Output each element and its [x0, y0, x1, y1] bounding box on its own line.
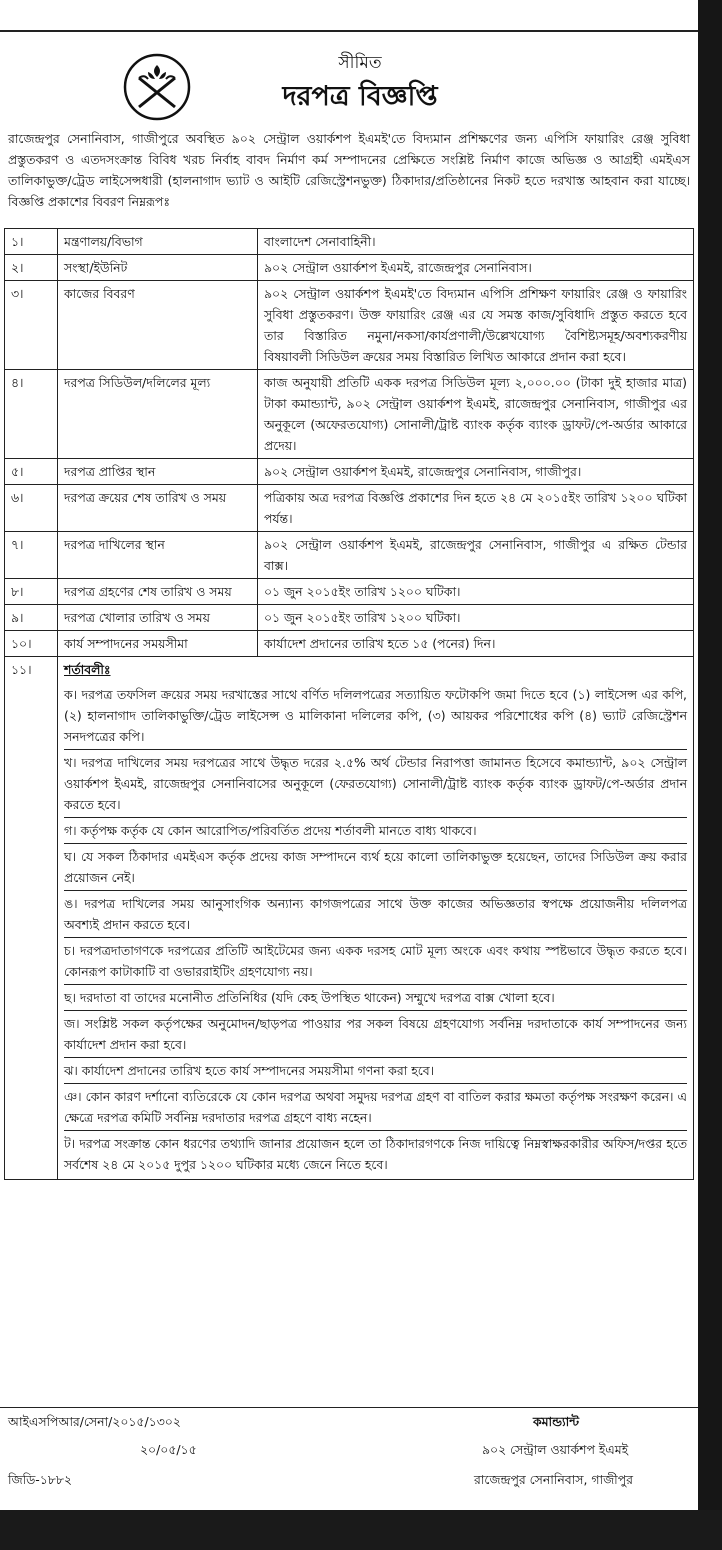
- row-value: ৯০২ সেন্ট্রাল ওয়ার্কশপ ইএমই'তে বিদ্যমান এপিসি প্রশিক্ষণ ফায়ারিং রেঞ্জ ও ফায়ারিং সুবিধা প্রস্তুতকরণ। উক্ত ফায়ারিং রেঞ্জ এর যে সমস্ত কাজ/সুবিধাদি প্রস্তুত করতে হবে তার বিস্তারিত নমুনা/নকসা/কার্যপ্রণালী/উল্লেখযোগ্য বৈশিষ্ট্যসমূহ/অবশ্যকরণীয় বিষয়াবলী সিডিউল ক্রয়ের সময় বিস্তারিত লিখিত আকারে প্রদান করা হবে।: [258, 281, 694, 370]
- term-item: খ। দরপত্র দাখিলের সময় দরপত্রের সাথে উদ্ধৃত দরের ২.৫% অর্থ টেন্ডার নিরাপত্তা জামানত হিসেবে কমান্ড্যান্ট, ৯০২ সেন্ট্রাল ওয়ার্কশপ ইএমই, রাজেন্দ্রপুর সেনানিবাসের অনুকূলে (ফেরতযোগ্য) সোনালী/ট্রাষ্ট ব্যাংক কর্তৃক ব্যাংক ড্রাফট/পে-অর্ডার প্রদান করতে হবে।: [64, 749, 687, 817]
- row-value: ৯০২ সেন্ট্রাল ওয়ার্কশপ ইএমই, রাজেন্দ্রপুর সেনানিবাস, গাজীপুর।: [258, 459, 694, 485]
- term-item: ঝ। কার্যাদেশ প্রদানের তারিখ হতে কার্য সম্পাদনের সময়সীমা গণনা করা হবে।: [64, 1057, 687, 1083]
- terms-row: [5, 657, 694, 1180]
- signatory-unit: ৯০২ সেন্ট্রাল ওয়ার্কশপ ইএমই: [482, 1442, 629, 1457]
- table-row: [5, 631, 694, 657]
- top-border: [0, 30, 698, 32]
- row-number: ৬।: [5, 485, 58, 532]
- signatory-title: কমান্ড্যান্ট: [533, 1414, 579, 1429]
- term-item: ক। দরপত্র তফসিল ক্রয়ের সময় দরখাস্তের সাথে বর্ণিত দলিলপত্রের সত্যায়িত ফটোকপি জমা দিতে হবে (১) লাইসেন্স এর কপি, (২) হালনাগাদ তালিকাভুক্তি/ট্রেড লাইসেন্স ও মালিকানা দলিলের কপি, (৩) আয়কর পরিশোধের কপি (৪) ভ্যাট রেজিস্ট্রেশন সনদপত্রের কপি।: [64, 687, 687, 744]
- table-row: [5, 281, 694, 370]
- row-number: ১১।: [5, 657, 58, 1180]
- intro-paragraph: রাজেন্দ্রপুর সেনানিবাস, গাজীপুরে অবস্থিত ৯০২ সেন্ট্রাল ওয়ার্কশপ ইএমই'তে বিদ্যমান প্রশিক্ষণের জন্য এপিসি ফায়ারিং রেঞ্জ সুবিধা প্রস্তুতকরণ ও এতদসংক্রান্ত বিবিধ খরচ নির্বাহ বাবদ নির্মাণ কর্ম সম্পাদনের প্রেক্ষিতে সংশ্লিষ্ট নির্মাণ কাজে অভিজ্ঞ ও আগ্রহী এমইএস তালিকাভুক্ত/ট্রেড লাইসেন্সধারী (হালনাগাদ ভ্যাট ও আইটি রেজিস্ট্রেশনভুক্ত) ঠিকাদার/প্রতিষ্ঠানের নিকট হতে দরখাস্ত আহবান করা যাচ্ছে। বিজ্ঞপ্তি প্রকাশের বিবরণ নিম্নরূপঃ: [8, 131, 690, 209]
- row-value: বাংলাদেশ সেনাবাহিনী।: [258, 229, 694, 255]
- term-item: ঘ। যে সকল ঠিকাদার এমইএস কর্তৃক প্রদেয় কাজ সম্পাদনে ব্যর্থ হয়ে কালো তালিকাভুক্ত হয়েছেন, তাদের সিডিউল ক্রয় করার প্রয়োজন নেই।: [64, 843, 687, 890]
- row-value: ০১ জুন ২০১৫ইং তারিখ ১২০০ ঘটিকা।: [258, 579, 694, 605]
- terms-title: শর্তাবলীঃ: [64, 662, 111, 677]
- table-row: [5, 459, 694, 485]
- row-value: ৯০২ সেন্ট্রাল ওয়ার্কশপ ইএমই, রাজেন্দ্রপুর সেনানিবাস।: [258, 255, 694, 281]
- term-item: জ। সংশ্লিষ্ট সকল কর্তৃপক্ষের অনুমোদন/ছাড়পত্র পাওয়ার পর সকল বিষয়ে গ্রহণযোগ্য সর্বনিম্ন দরদাতাকে কার্য সম্পাদনের জন্য কার্যাদেশ প্রদান করা হবে।: [64, 1010, 687, 1057]
- scan-edge-right: [698, 0, 722, 1510]
- table-row: [5, 579, 694, 605]
- term-item: ঙ। দরপত্র দাখিলের সময় আনুসাংগিক অন্যান্য কাগজপত্রের সাথে উক্ত কাজের অভিজ্ঞতার স্বপক্ষে প্রয়োজনীয় দলিলপত্র অবশ্যই প্রদান করতে হবে।: [64, 890, 687, 937]
- term-item: ট। দরপত্র সংক্রান্ত কোন ধরণের তথ্যাদি জানার প্রয়োজন হলে তা ঠিকাদারগণকে নিজ দায়িত্বে নিম্নস্বাক্ষরকারীর অফিস/দপ্তর হতে সর্বশেষ ২৪ মে ২০১৫ দুপুর ১২০০ ঘটিকার মধ্যে জেনে নিতে হবে।: [64, 1130, 687, 1177]
- row-label: সংস্থা/ইউনিট: [58, 255, 258, 281]
- table-row: [5, 485, 694, 532]
- row-number: ৭।: [5, 532, 58, 579]
- gd-number: জিডি-১৮৮২: [8, 1472, 72, 1487]
- reference-number: আইএসপিআর/সেনা/২০১৫/১৩০২: [8, 1414, 181, 1429]
- issue-date: ২০/০৫/১৫: [140, 1442, 197, 1457]
- row-value: কাজ অনুযায়ী প্রতিটি একক দরপত্র সিডিউল মূল্য ২,০০০.০০ (টাকা দুই হাজার মাত্র) টাকা কমান্ড্যান্ট, ৯০২ সেন্ট্রাল ওয়ার্কশপ ইএমই, রাজেন্দ্রপুর সেনানিবাস, গাজীপুর এর অনুকূলে (অফেরতযোগ্য) সোনালী/ট্রাষ্ট ব্যাংক কর্তৃক ব্যাংক ড্রাফট/পে-অর্ডার আকারে প্রদেয়।: [258, 370, 694, 459]
- footer-divider: [0, 1407, 698, 1408]
- row-value: ৯০২ সেন্ট্রাল ওয়ার্কশপ ইএমই, রাজেন্দ্রপুর সেনানিবাস, গাজীপুর এ রক্ষিত টেন্ডার বাক্স।: [258, 532, 694, 579]
- term-item: ঞ। কোন কারণ দর্শানো ব্যতিরেকে যে কোন দরপত্র অথবা সমুদয় দরপত্র গ্রহণ বা বাতিল করার ক্ষমতা কর্তৃপক্ষ সংরক্ষণ করেন। এ ক্ষেত্রে দরপত্র কমিটি সর্বনিম্ন দরদাতার দরপত্র গ্রহণে বাধ্য নহেন।: [64, 1083, 687, 1130]
- row-number: ৪।: [5, 370, 58, 459]
- table-row: [5, 229, 694, 255]
- notice-subtitle: সীমিত: [338, 53, 382, 73]
- table-row: [5, 370, 694, 459]
- row-value: ০১ জুন ২০১৫ইং তারিখ ১২০০ ঘটিকা।: [258, 605, 694, 631]
- row-value: কার্যাদেশ প্রদানের তারিখ হতে ১৫ (পনের) দিন।: [258, 631, 694, 657]
- army-emblem-icon: [122, 52, 192, 122]
- scan-edge-bottom: [0, 1510, 722, 1550]
- notice-title: দরপত্র বিজ্ঞপ্তি: [282, 81, 438, 112]
- row-number: ১।: [5, 229, 58, 255]
- row-number: ৮।: [5, 579, 58, 605]
- term-item: চ। দরপত্রদাতাগণকে দরপত্রের প্রতিটি আইটেমের জন্য একক দরসহ মোট মূল্য অংকে এবং কথায় স্পষ্টভাবে উদ্ধৃত করতে হবে। কোনরূপ কাটাকাটি বা ওভাররাইটিং গ্রহণযোগ্য নয়।: [64, 937, 687, 984]
- row-value: পত্রিকায় অত্র দরপত্র বিজ্ঞপ্তি প্রকাশের দিন হতে ২৪ মে ২০১৫ইং তারিখ ১২০০ ঘটিকা পর্যন্ত।: [258, 485, 694, 532]
- row-number: ৩।: [5, 281, 58, 370]
- signatory-location: রাজেন্দ্রপুর সেনানিবাস, গাজীপুর: [474, 1472, 633, 1487]
- row-number: ৯।: [5, 605, 58, 631]
- tender-schedule-table: [4, 228, 694, 1180]
- row-label: দরপত্র ক্রয়ের শেষ তারিখ ও সময়: [58, 485, 258, 532]
- row-label: কার্য সম্পাদনের সময়সীমা: [58, 631, 258, 657]
- row-number: ১০।: [5, 631, 58, 657]
- row-number: ৫।: [5, 459, 58, 485]
- table-row: [5, 255, 694, 281]
- row-label: দরপত্র খোলার তারিখ ও সময়: [58, 605, 258, 631]
- row-label: মন্ত্রণালয়/বিভাগ: [58, 229, 258, 255]
- term-item: গ। কর্তৃপক্ষ কর্তৃক যে কোন আরোপিত/পরিবর্তিত প্রদেয় শর্তাবলী মানতে বাধ্য থাকবে।: [64, 817, 687, 843]
- row-label: দরপত্র গ্রহণের শেষ তারিখ ও সময়: [58, 579, 258, 605]
- term-item: ছ। দরদাতা বা তাদের মনোনীত প্রতিনিধির (যদি কেহ উপস্থিত থাকেন) সম্মুখে দরপত্র বাক্স খোলা হবে।: [64, 984, 687, 1010]
- row-label: দরপত্র প্রাপ্তির স্থান: [58, 459, 258, 485]
- row-label: কাজের বিবরণ: [58, 281, 258, 370]
- row-number: ২।: [5, 255, 58, 281]
- row-label: দরপত্র দাখিলের স্থান: [58, 532, 258, 579]
- table-row: [5, 532, 694, 579]
- terms-cell: [58, 657, 694, 1180]
- row-label: দরপত্র সিডিউল/দলিলের মূল্য: [58, 370, 258, 459]
- table-row: [5, 605, 694, 631]
